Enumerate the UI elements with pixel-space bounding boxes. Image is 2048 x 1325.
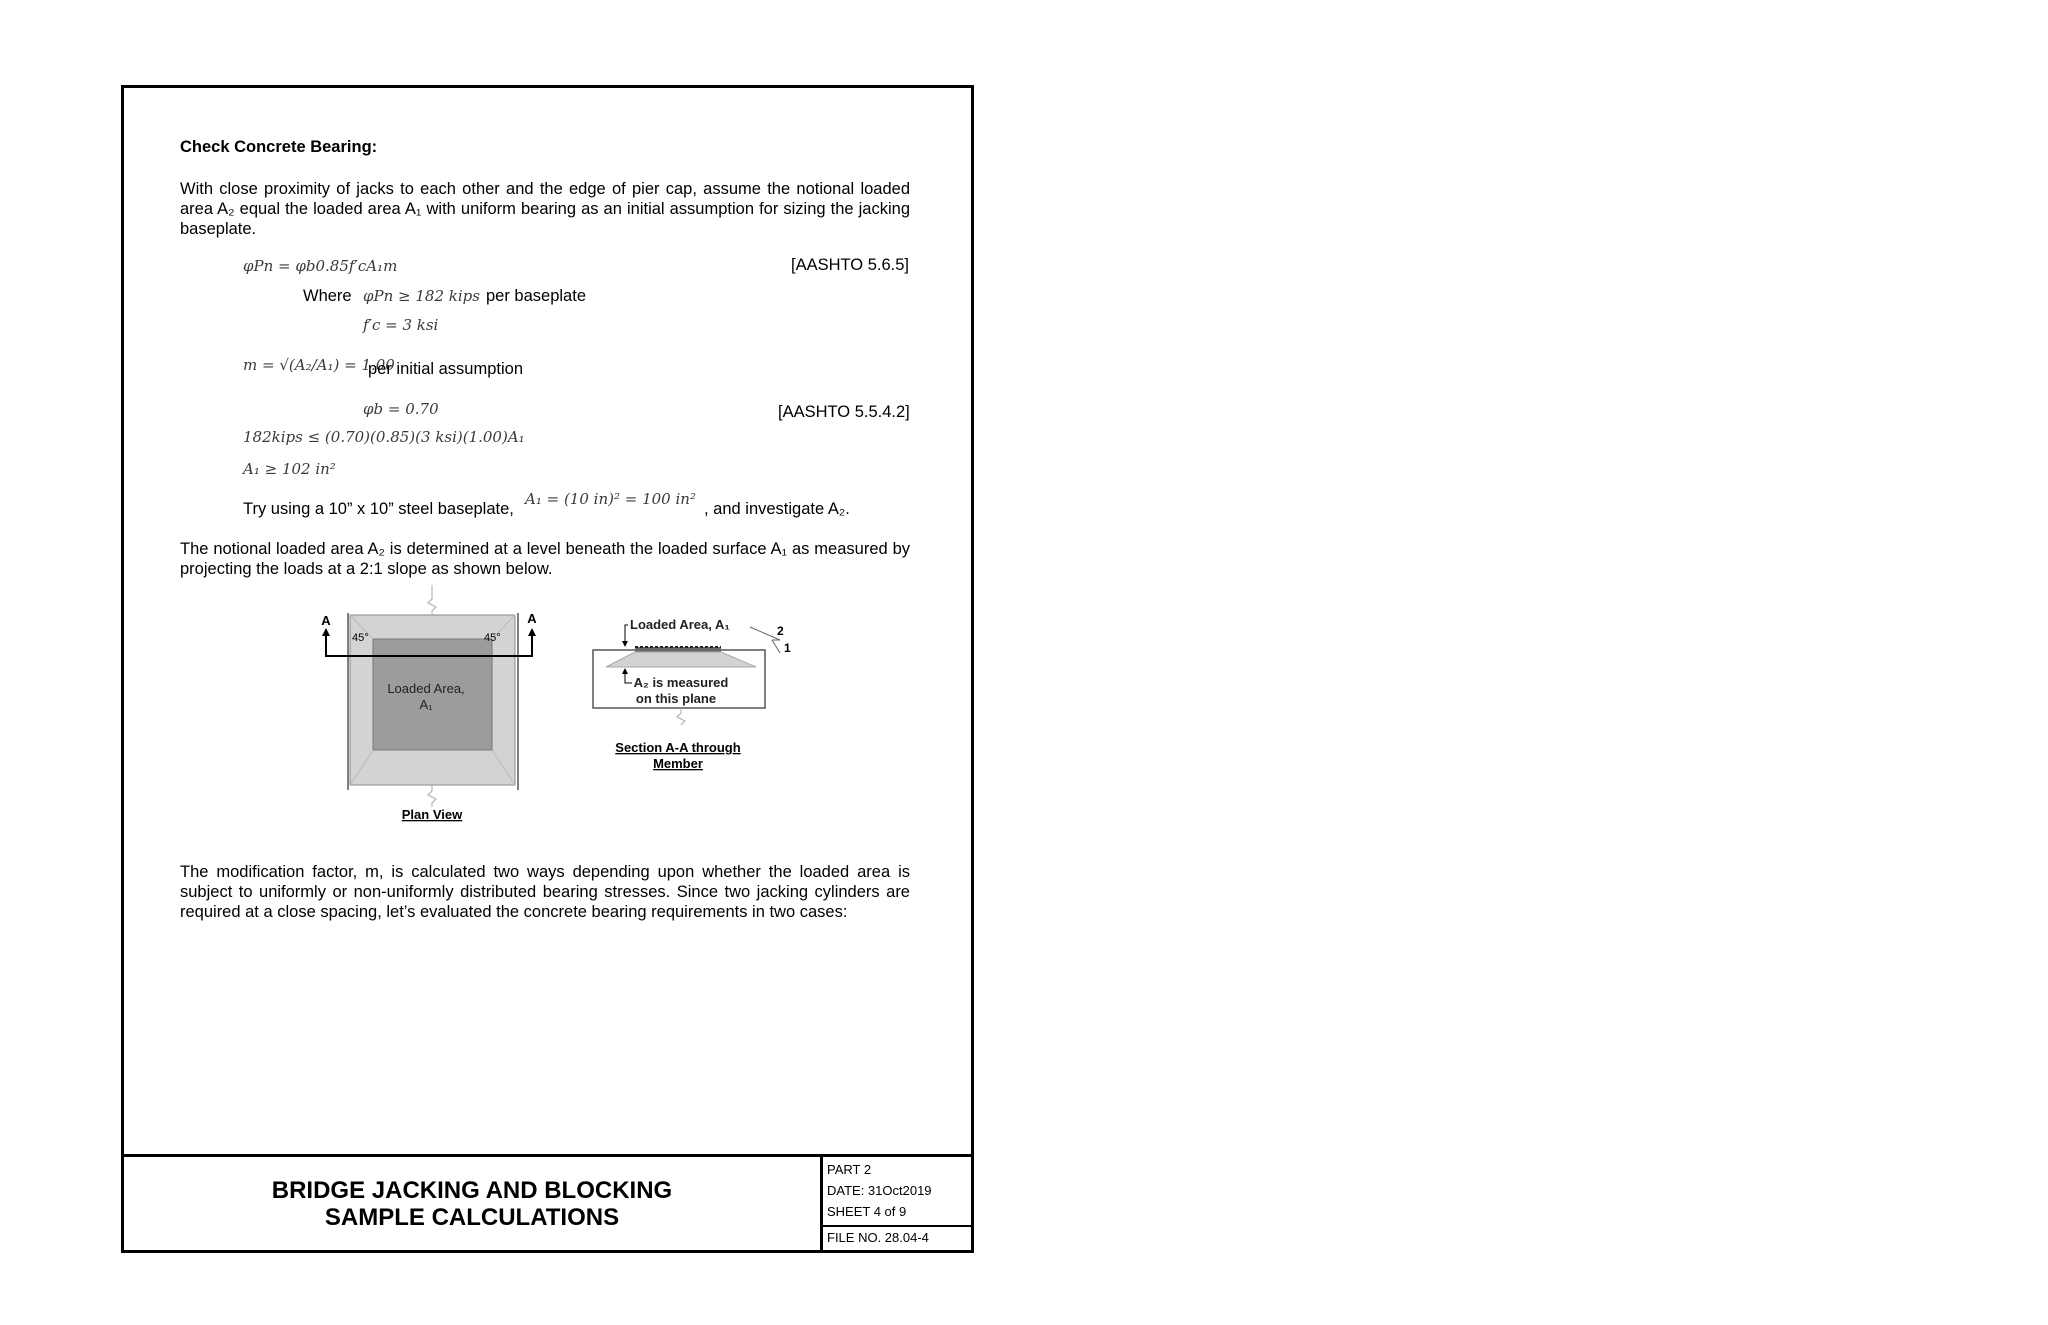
where-label: Where [303, 287, 352, 305]
section-mark-left: A [321, 613, 331, 628]
section-title-2: Member [653, 756, 703, 771]
loaded-area-label: Loaded Area, [387, 681, 465, 696]
angle-label-right: 45° [484, 632, 501, 644]
section-title: Section A-A through [615, 740, 741, 755]
notional-area-paragraph: The notional loaded area A₂ is determined at a level beneath the loaded surface A₁ as measured by projecting the loads at a 2:1 slope as shown below. [180, 540, 910, 578]
slope-run-label: 1 [784, 641, 791, 655]
aashto-ref-1: [AASHTO 5.6.5] [791, 256, 909, 274]
plan-view-diagram [321, 585, 537, 822]
slope-rise-label: 2 [777, 624, 784, 638]
section-view-diagram [593, 617, 791, 771]
concrete-strength-eq: f′c = 3 ksi [363, 316, 439, 334]
bearing-inequality: 182kips ≤ (0.70)(0.85)(3 ksi)(1.00)A₁ [243, 428, 525, 446]
section-heading: Check Concrete Bearing: [180, 138, 378, 156]
per-baseplate-note: per baseplate [486, 287, 586, 305]
title-block-title [124, 1157, 820, 1250]
modification-factor-paragraph: The modification factor, m, is calculated two ways depending upon whether the loaded area is subject to uniformly or non-uniformly distributed bearing stresses. Since two jacking cylinders are required at a close spacing, let’s evaluated the concrete bearing requirements in two cases: [180, 863, 910, 921]
title-line-1: BRIDGE JACKING AND BLOCKING [271, 1176, 673, 1204]
angle-label-left: 45° [352, 632, 369, 644]
sheet-date: DATE: 31Oct2019 [827, 1183, 932, 1198]
part-number: PART 2 [827, 1162, 872, 1177]
initial-assumption-note: per initial assumption [368, 360, 523, 378]
title-block-info [820, 1157, 971, 1250]
loaded-area-symbol: A₁ [419, 697, 433, 712]
bearing-equation: φPn = φb0.85f′cA₁m [243, 257, 398, 275]
title-line-2: SAMPLE CALCULATIONS [324, 1203, 620, 1231]
intro-paragraph: With close proximity of jacks to each other and the edge of pier cap, assume the notional loaded area A₂ equal the loaded area A₁ with uniform bearing as an initial assumption for sizing the jacking baseplate. [180, 180, 910, 238]
required-capacity-eq: φPn ≥ 182 kips [363, 287, 480, 305]
bearing-area-figure [310, 585, 830, 825]
trial-area-eq: A₁ = (10 in)² = 100 in² [525, 490, 696, 508]
section-loaded-area-label: Loaded Area, A₁ [630, 617, 730, 632]
phi-b-eq: φb = 0.70 [363, 400, 439, 418]
required-area-eq: A₁ ≥ 102 in² [243, 460, 336, 478]
a2-plane-label: A₂ is measured [633, 675, 729, 690]
aashto-ref-2: [AASHTO 5.5.4.2] [778, 403, 910, 421]
sheet-number: SHEET 4 of 9 [827, 1204, 907, 1219]
try-baseplate-text: Try using a 10” x 10” steel baseplate, [243, 500, 514, 518]
modification-factor-eq: m = √(A₂/A₁) = 1.00 [243, 356, 395, 374]
title-block [124, 1154, 971, 1250]
plan-view-title: Plan View [401, 807, 463, 822]
section-mark-right: A [527, 611, 537, 626]
investigate-a2-text: , and investigate A₂. [704, 500, 850, 518]
file-number: FILE NO. 28.04-4 [823, 1225, 971, 1245]
a2-plane-label-2: on this plane [635, 691, 717, 706]
